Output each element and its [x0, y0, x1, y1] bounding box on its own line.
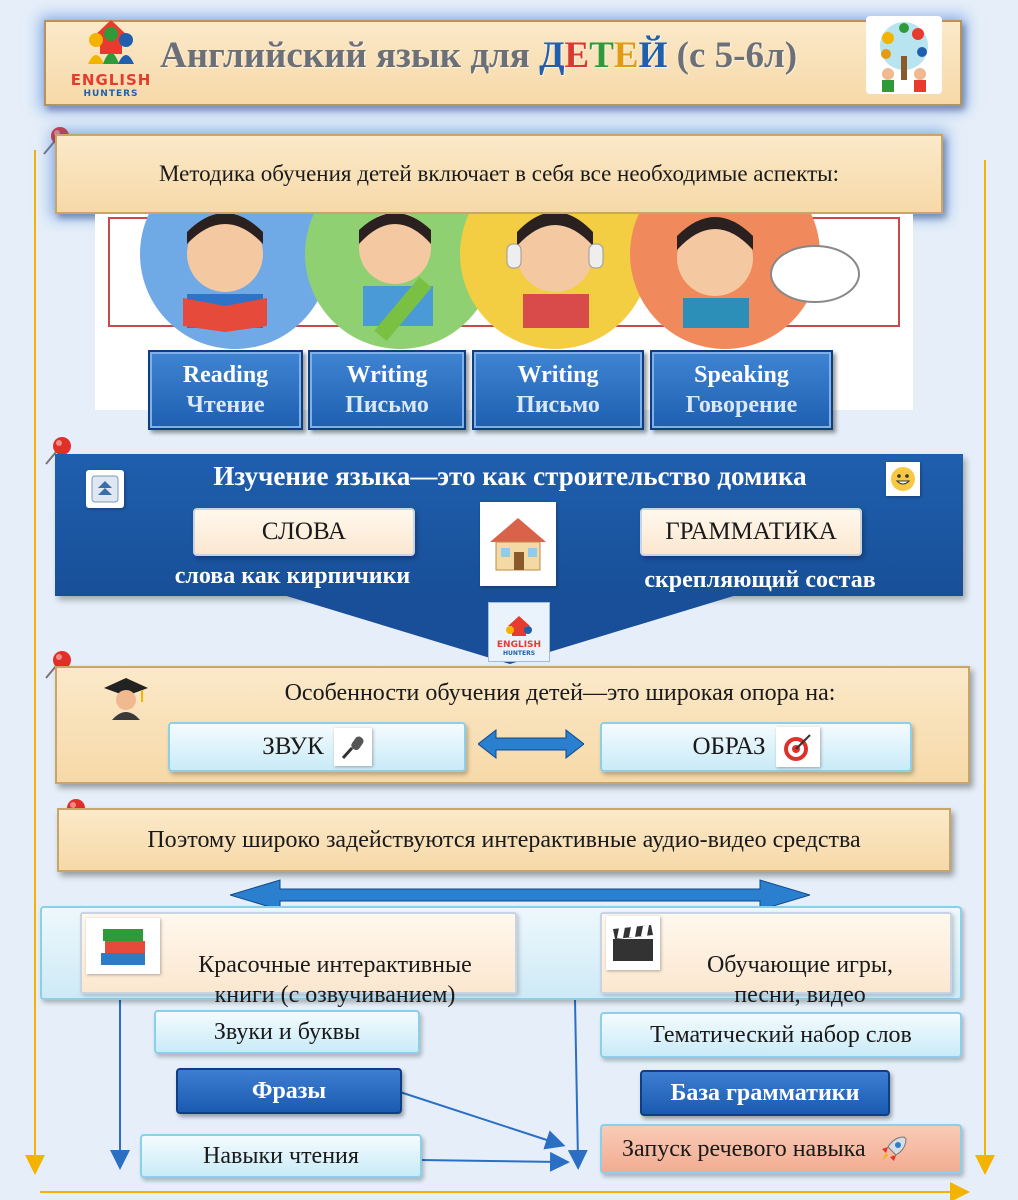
media-title-text: Поэтому широко задействуются интерактивные аудио-видео средства	[147, 826, 861, 853]
skill-ru-label: Чтение	[186, 392, 265, 418]
title-letter: Е	[613, 35, 639, 76]
right-item-vocabulary[interactable]: Тематический набор слов	[600, 1012, 962, 1058]
title-letter: Е	[564, 35, 590, 76]
rocket-icon	[876, 1131, 912, 1167]
skill-en-label: Speaking	[694, 362, 789, 388]
left-item-sounds[interactable]: Звуки и буквы	[154, 1010, 420, 1054]
skill-ru-label: Письмо	[345, 392, 429, 418]
title-letter: Д	[539, 35, 565, 76]
skill-en-label: Reading	[182, 362, 269, 388]
graduate-icon	[102, 674, 150, 722]
skill-en-label: Writing	[517, 362, 599, 388]
logo-figures-icon	[496, 614, 542, 640]
title-prefix: Английский язык для	[160, 35, 540, 76]
skill-tab-writing-2[interactable]	[472, 350, 644, 430]
title-colored-word	[539, 35, 667, 76]
grammar-caption: скрепляющий состав	[644, 567, 876, 593]
books-text: Красочные интерактивные книги (с озвучиванием)	[198, 952, 472, 1008]
house-icon	[480, 502, 556, 586]
games-text: Обучающие игры, песни, видео	[706, 952, 894, 1008]
microphone-icon	[334, 728, 372, 766]
skill-en-label: Writing	[346, 362, 428, 388]
target-icon	[776, 727, 820, 767]
grammar-label-box: ГРАММАТИКА	[640, 508, 862, 556]
skill-ru-label: Говорение	[685, 392, 798, 418]
features-title: Особенности обучения детей—это широкая опора на:	[284, 680, 836, 706]
title-suffix: (с 5-6л)	[667, 35, 798, 76]
page-title	[160, 30, 870, 82]
methods-intro-banner	[55, 134, 943, 214]
scroll-up-icon[interactable]	[86, 470, 124, 508]
right-item-grammar-base[interactable]: База грамматики	[640, 1070, 890, 1116]
skill-tab-writing[interactable]	[308, 350, 466, 430]
title-letter: Т	[589, 35, 614, 76]
left-item-phrases[interactable]: Фразы	[176, 1068, 402, 1114]
sound-label: ЗВУК	[262, 733, 324, 760]
words-caption: слова как кирпичики	[174, 563, 411, 589]
books-icon	[86, 918, 160, 974]
english-hunters-small-logo: ENGLISH HUNTERS	[488, 602, 550, 662]
methods-intro-text: Методика обучения детей включает в себя все необходимые аспекты:	[158, 161, 840, 186]
skill-ru-label: Письмо	[516, 392, 600, 418]
image-box	[600, 722, 912, 772]
smiley-icon	[886, 462, 920, 496]
left-item-reading-skills[interactable]: Навыки чтения	[140, 1134, 422, 1178]
sound-box	[168, 722, 466, 772]
logo-text: ENGLISH HUNTERS	[70, 71, 152, 99]
image-label: ОБРАЗ	[692, 733, 766, 760]
skill-tab-speaking[interactable]	[650, 350, 833, 430]
house-title: Изучение языка—это как строительство домика	[213, 461, 807, 491]
media-title-banner	[57, 808, 951, 872]
kids-tree-icon	[866, 16, 942, 94]
speech-launch-label: Запуск речевого навыка	[622, 1135, 866, 1162]
logo-figures-icon	[66, 14, 156, 72]
words-label-box: СЛОВА	[193, 508, 415, 556]
right-item-speech-launch[interactable]	[600, 1124, 962, 1174]
title-letter: Й	[638, 35, 668, 76]
double-arrow-icon	[478, 728, 584, 760]
skill-tab-reading[interactable]	[148, 350, 303, 430]
english-hunters-logo	[66, 14, 156, 99]
clapperboard-icon	[606, 916, 660, 970]
